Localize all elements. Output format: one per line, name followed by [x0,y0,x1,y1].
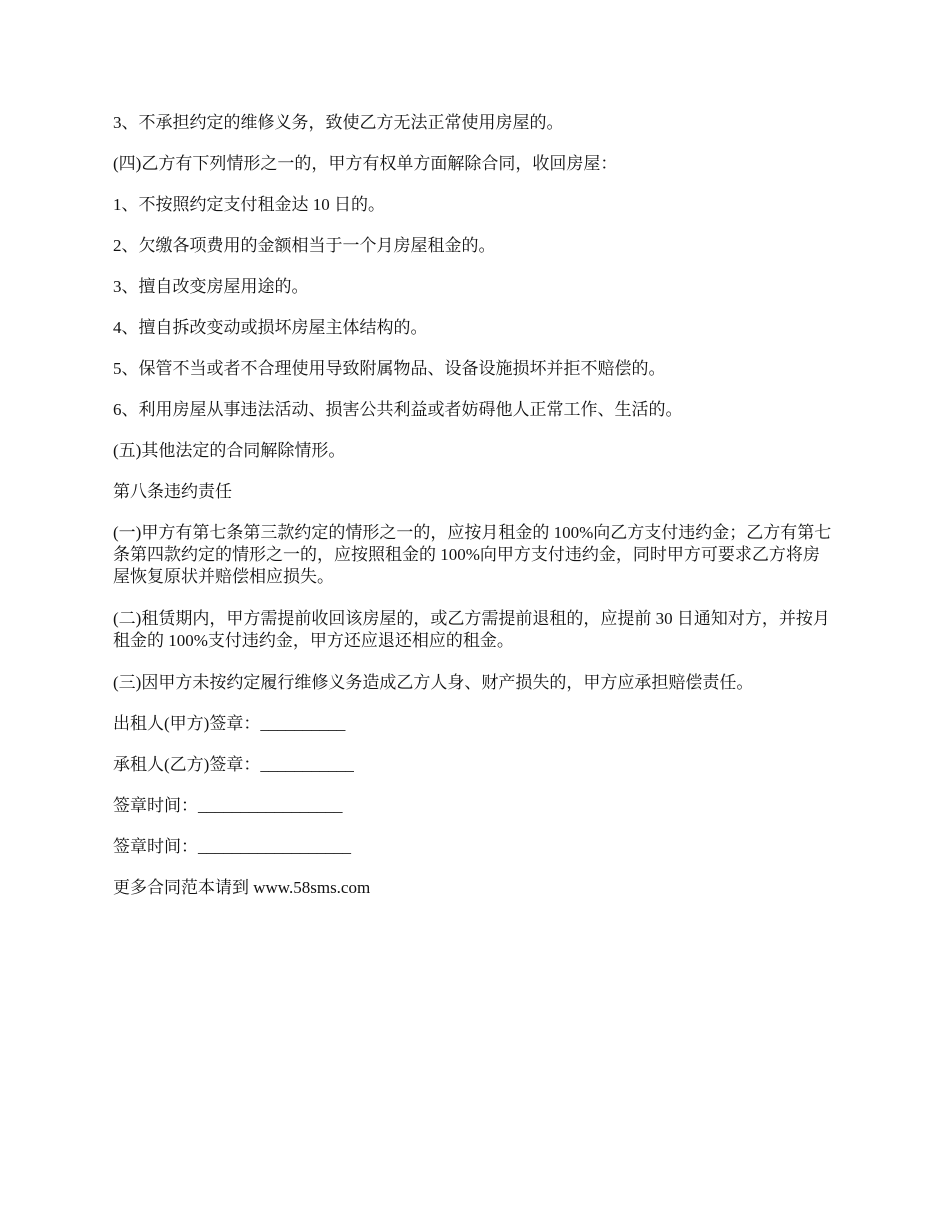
paragraph-item-4: 4、擅自拆改变动或损坏房屋主体结构的。 [113,318,428,337]
document-body [113,112,833,918]
paragraph-item-3: 3、擅自改变房屋用途的。 [113,277,309,296]
signature-date-1: 签章时间：_________________ [113,796,343,815]
paragraph-liability-one: (一)甲方有第七条第三款约定的情形之一的，应按月租金的 100%向乙方支付违约金；乙方有第七条第四款约定的情形之一的，应按照租金的 100%向甲方支付违约金，同时甲方可要求乙方将房屋恢复原状并赔偿相应损失。 [113,523,832,586]
signature-lessee: 承租人(乙方)签章：___________ [113,755,354,774]
paragraph-item-5: 5、保管不当或者不合理使用导致附属物品、设备设施损坏并拒不赔偿的。 [113,359,666,378]
paragraph-repair-obligation: 3、不承担约定的维修义务，致使乙方无法正常使用房屋的。 [113,113,564,132]
paragraph-item-1: 1、不按照约定支付租金达 10 日的。 [113,195,385,214]
paragraph-section-four-heading: (四)乙方有下列情形之一的，甲方有权单方面解除合同，收回房屋： [113,154,618,173]
paragraph-item-2: 2、欠缴各项费用的金额相当于一个月房屋租金的。 [113,236,496,255]
paragraph-item-6: 6、利用房屋从事违法活动、损害公共利益或者妨碍他人正常工作、生活的。 [113,400,683,419]
signature-lessor: 出租人(甲方)签章：__________ [113,714,346,733]
signature-date-2: 签章时间：__________________ [113,837,351,856]
footer-link-text: 更多合同范本请到 www.58sms.com [113,878,371,897]
paragraph-liability-two: (二)租赁期内，甲方需提前收回该房屋的，或乙方需提前退租的，应提前 30 日通知对方，并按月租金的 100%支付违约金，甲方还应退还相应的租金。 [113,609,830,650]
article-eight-heading: 第八条违约责任 [113,482,232,501]
paragraph-liability-three: (三)因甲方未按约定履行维修义务造成乙方人身、财产损失的，甲方应承担赔偿责任。 [113,673,754,692]
paragraph-section-five: (五)其他法定的合同解除情形。 [113,441,346,460]
